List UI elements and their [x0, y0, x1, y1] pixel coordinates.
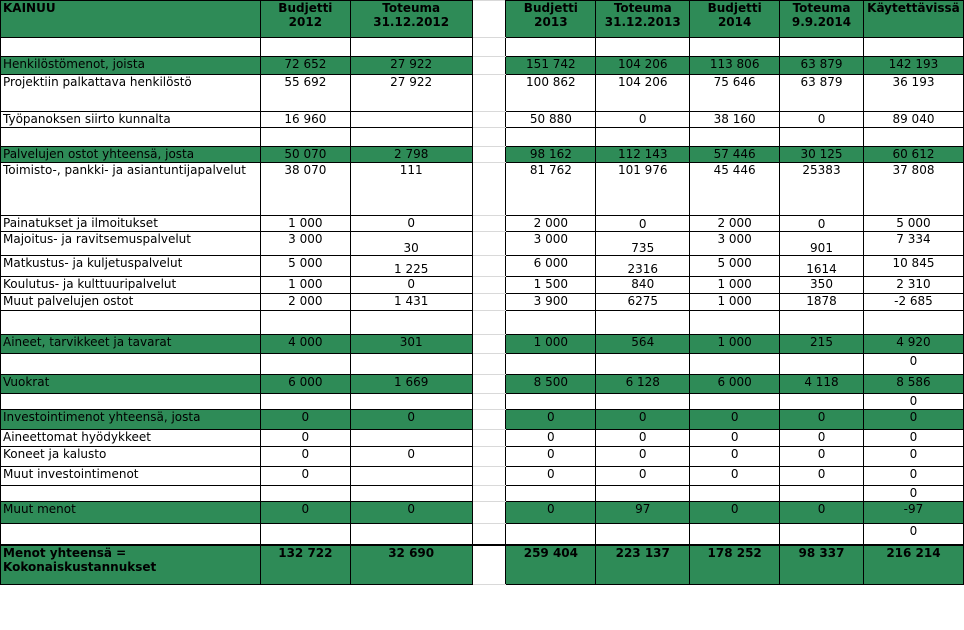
- table-row: [1, 256, 964, 277]
- cell-t2012[interactable]: [350, 354, 472, 375]
- cell-kayt[interactable]: -97: [863, 502, 963, 524]
- table-row: [1, 467, 964, 486]
- gap-cell: [472, 112, 506, 128]
- table-row: [1, 430, 964, 447]
- cell-t2014[interactable]: 350: [780, 277, 864, 294]
- cell-b2013[interactable]: 259 404: [506, 545, 596, 585]
- gap-cell: [472, 524, 506, 545]
- row-label[interactable]: Menot yhteensä = Kokonaiskustannukset: [1, 545, 261, 585]
- table-row: [1, 75, 964, 112]
- table-row: [1, 354, 964, 375]
- table-row: [1, 502, 964, 524]
- row-label[interactable]: Muut palvelujen ostot: [1, 294, 261, 311]
- cell-b2014[interactable]: 0: [690, 467, 780, 486]
- cell-b2012[interactable]: [260, 394, 350, 410]
- gap-cell: [472, 447, 506, 467]
- cell-kayt[interactable]: 142 193: [863, 57, 963, 75]
- cell-kayt[interactable]: 0: [863, 467, 963, 486]
- cell-b2014[interactable]: 0: [690, 410, 780, 430]
- cell-kayt[interactable]: -2 685: [863, 294, 963, 311]
- cell-t2013[interactable]: [596, 524, 690, 545]
- cell-b2014[interactable]: 113 806: [690, 57, 780, 75]
- cell-t2013[interactable]: [596, 486, 690, 502]
- table-row: [1, 545, 964, 585]
- header-label: KAINUU: [1, 1, 261, 38]
- row-label[interactable]: Koneet ja kalusto: [1, 447, 261, 467]
- row-label[interactable]: Muut investointimenot: [1, 467, 261, 486]
- cell-b2013[interactable]: [506, 354, 596, 375]
- cell-b2013[interactable]: [506, 486, 596, 502]
- cell-kayt[interactable]: 0: [863, 410, 963, 430]
- header-budjetti-2012: Budjetti 2012: [260, 1, 350, 38]
- cell-kayt[interactable]: 36 193: [863, 75, 963, 112]
- cell-kayt[interactable]: 89 040: [863, 112, 963, 128]
- cell-t2014[interactable]: 0: [780, 502, 864, 524]
- cell-t2013[interactable]: [596, 128, 690, 147]
- row-label[interactable]: Aineettomat hyödykkeet: [1, 430, 261, 447]
- row-label[interactable]: [1, 524, 261, 545]
- cell-b2013[interactable]: 98 162: [506, 147, 596, 163]
- cell-kayt[interactable]: 0: [863, 354, 963, 375]
- cell-t2014[interactable]: 901: [780, 232, 864, 256]
- cell-t2012[interactable]: 30: [350, 232, 472, 256]
- cell-b2012[interactable]: 5 000: [260, 256, 350, 277]
- cell-t2012[interactable]: 0: [350, 502, 472, 524]
- row-label[interactable]: Matkustus- ja kuljetuspalvelut: [1, 256, 261, 277]
- row-label[interactable]: Projektiin palkattava henkilöstö: [1, 75, 261, 112]
- cell-b2014[interactable]: [690, 128, 780, 147]
- cell-kayt[interactable]: 8 586: [863, 375, 963, 394]
- cell-b2013[interactable]: 1 500: [506, 277, 596, 294]
- cell-b2013[interactable]: 6 000: [506, 256, 596, 277]
- cell-b2013[interactable]: 2 000: [506, 216, 596, 232]
- cell-b2014[interactable]: 178 252: [690, 545, 780, 585]
- cell-t2012[interactable]: [350, 38, 472, 57]
- gap-cell: [472, 277, 506, 294]
- cell-t2013[interactable]: [596, 38, 690, 57]
- cell-b2012[interactable]: 55 692: [260, 75, 350, 112]
- cell-b2013[interactable]: 3 000: [506, 232, 596, 256]
- gap-cell: [472, 232, 506, 256]
- table-row: [1, 128, 964, 147]
- table-row: [1, 311, 964, 335]
- cell-b2014[interactable]: [690, 354, 780, 375]
- cell-b2012[interactable]: 4 000: [260, 335, 350, 354]
- gap-cell: [472, 163, 506, 216]
- cell-t2014[interactable]: [780, 38, 864, 57]
- row-label[interactable]: Työpanoksen siirto kunnalta: [1, 112, 261, 128]
- cell-b2013[interactable]: 50 880: [506, 112, 596, 128]
- cell-b2014[interactable]: 75 646: [690, 75, 780, 112]
- cell-kayt[interactable]: 10 845: [863, 256, 963, 277]
- gap-cell: [472, 57, 506, 75]
- cell-t2014[interactable]: 98 337: [780, 545, 864, 585]
- row-label[interactable]: [1, 354, 261, 375]
- cell-t2014[interactable]: 0: [780, 467, 864, 486]
- cell-t2013[interactable]: 112 143: [596, 147, 690, 163]
- cell-t2012[interactable]: 301: [350, 335, 472, 354]
- cell-b2014[interactable]: 1 000: [690, 335, 780, 354]
- table-row: [1, 335, 964, 354]
- cell-t2012[interactable]: [350, 128, 472, 147]
- cell-t2013[interactable]: 840: [596, 277, 690, 294]
- cell-b2014[interactable]: 3 000: [690, 232, 780, 256]
- gap-cell: [472, 216, 506, 232]
- cell-t2012[interactable]: [350, 430, 472, 447]
- cell-b2014[interactable]: [690, 394, 780, 410]
- header-row: [1, 1, 964, 38]
- cell-t2012[interactable]: 1 669: [350, 375, 472, 394]
- cell-t2014[interactable]: [780, 128, 864, 147]
- cell-b2012[interactable]: 0: [260, 467, 350, 486]
- cell-kayt[interactable]: [863, 38, 963, 57]
- cell-b2014[interactable]: 0: [690, 430, 780, 447]
- cell-t2014[interactable]: [780, 486, 864, 502]
- cell-t2014[interactable]: 215: [780, 335, 864, 354]
- cell-b2012[interactable]: [260, 128, 350, 147]
- cell-kayt[interactable]: 0: [863, 524, 963, 545]
- cell-t2013[interactable]: 564: [596, 335, 690, 354]
- cell-kayt[interactable]: 5 000: [863, 216, 963, 232]
- gap-cell: [472, 1, 506, 38]
- cell-kayt[interactable]: [863, 311, 963, 335]
- header-toteuma-2014: Toteuma 9.9.2014: [780, 1, 864, 38]
- cell-t2012[interactable]: 2 798: [350, 147, 472, 163]
- cell-b2012[interactable]: [260, 354, 350, 375]
- gap-cell: [472, 394, 506, 410]
- gap-cell: [472, 75, 506, 112]
- header-kaytettavissa: Käytettävissä: [863, 1, 963, 38]
- cell-t2014[interactable]: 1878: [780, 294, 864, 311]
- cell-b2013[interactable]: 0: [506, 410, 596, 430]
- cell-kayt[interactable]: 0: [863, 486, 963, 502]
- table-row: [1, 277, 964, 294]
- table-row: [1, 486, 964, 502]
- cell-t2012[interactable]: 27 922: [350, 75, 472, 112]
- cell-t2013[interactable]: 0: [596, 112, 690, 128]
- cell-b2012[interactable]: 0: [260, 430, 350, 447]
- cell-b2014[interactable]: 1 000: [690, 294, 780, 311]
- row-label[interactable]: [1, 38, 261, 57]
- cell-t2013[interactable]: 6275: [596, 294, 690, 311]
- gap-cell: [472, 256, 506, 277]
- table-row: [1, 294, 964, 311]
- cell-t2014[interactable]: 0: [780, 112, 864, 128]
- cell-b2014[interactable]: 0: [690, 502, 780, 524]
- cell-b2013[interactable]: 0: [506, 447, 596, 467]
- cell-kayt[interactable]: 0: [863, 430, 963, 447]
- table-row: [1, 410, 964, 430]
- cell-b2012[interactable]: 132 722: [260, 545, 350, 585]
- cell-kayt[interactable]: 37 808: [863, 163, 963, 216]
- cell-t2012[interactable]: 1 225: [350, 256, 472, 277]
- cell-b2012[interactable]: 0: [260, 502, 350, 524]
- cell-t2012[interactable]: 0: [350, 216, 472, 232]
- cell-b2013[interactable]: [506, 524, 596, 545]
- cell-b2013[interactable]: [506, 394, 596, 410]
- table-row: [1, 57, 964, 75]
- gap-cell: [472, 410, 506, 430]
- cell-b2013[interactable]: [506, 128, 596, 147]
- cell-t2013[interactable]: 104 206: [596, 57, 690, 75]
- cell-b2012[interactable]: 2 000: [260, 294, 350, 311]
- cell-t2013[interactable]: 223 137: [596, 545, 690, 585]
- cell-b2014[interactable]: 2 000: [690, 216, 780, 232]
- table-row: [1, 232, 964, 256]
- cell-b2013[interactable]: 0: [506, 430, 596, 447]
- row-label[interactable]: Investointimenot yhteensä, josta: [1, 410, 261, 430]
- cell-b2012[interactable]: 50 070: [260, 147, 350, 163]
- cell-b2012[interactable]: 3 000: [260, 232, 350, 256]
- cell-t2013[interactable]: 97: [596, 502, 690, 524]
- cell-b2014[interactable]: 45 446: [690, 163, 780, 216]
- row-label[interactable]: Toimisto-, pankki- ja asiantuntijapalvelut: [1, 163, 261, 216]
- table-row: [1, 447, 964, 467]
- cell-t2012[interactable]: [350, 467, 472, 486]
- gap-cell: [472, 311, 506, 335]
- cell-t2012[interactable]: 32 690: [350, 545, 472, 585]
- cell-b2014[interactable]: 6 000: [690, 375, 780, 394]
- row-label[interactable]: Henkilöstömenot, joista: [1, 57, 261, 75]
- row-label[interactable]: Vuokrat: [1, 375, 261, 394]
- cell-t2013[interactable]: 2316: [596, 256, 690, 277]
- cell-t2013[interactable]: 0: [596, 216, 690, 232]
- cell-b2013[interactable]: 151 742: [506, 57, 596, 75]
- header-toteuma-2012: Toteuma 31.12.2012: [350, 1, 472, 38]
- cell-kayt[interactable]: 2 310: [863, 277, 963, 294]
- cell-t2014[interactable]: 0: [780, 410, 864, 430]
- cell-b2012[interactable]: [260, 311, 350, 335]
- gap-cell: [472, 545, 506, 585]
- gap-cell: [472, 38, 506, 57]
- cell-t2012[interactable]: 0: [350, 277, 472, 294]
- row-label[interactable]: [1, 394, 261, 410]
- cell-b2012[interactable]: 1 000: [260, 216, 350, 232]
- gap-cell: [472, 430, 506, 447]
- cell-t2012[interactable]: [350, 394, 472, 410]
- cell-t2014[interactable]: 63 879: [780, 75, 864, 112]
- cell-t2014[interactable]: 63 879: [780, 57, 864, 75]
- cell-t2014[interactable]: 30 125: [780, 147, 864, 163]
- cell-t2013[interactable]: 6 128: [596, 375, 690, 394]
- cell-t2014[interactable]: 4 118: [780, 375, 864, 394]
- table-row: [1, 147, 964, 163]
- cell-kayt[interactable]: 7 334: [863, 232, 963, 256]
- table-row: [1, 524, 964, 545]
- cell-b2013[interactable]: 8 500: [506, 375, 596, 394]
- gap-cell: [472, 354, 506, 375]
- cell-t2013[interactable]: 0: [596, 447, 690, 467]
- cell-kayt[interactable]: 0: [863, 447, 963, 467]
- header-budjetti-2014: Budjetti 2014: [690, 1, 780, 38]
- cell-t2014[interactable]: [780, 524, 864, 545]
- header-budjetti-2013: Budjetti 2013: [506, 1, 596, 38]
- row-label[interactable]: [1, 128, 261, 147]
- cell-t2013[interactable]: 101 976: [596, 163, 690, 216]
- cell-b2014[interactable]: 0: [690, 447, 780, 467]
- row-label[interactable]: Majoitus- ja ravitsemuspalvelut: [1, 232, 261, 256]
- cell-t2014[interactable]: [780, 311, 864, 335]
- cell-b2012[interactable]: [260, 524, 350, 545]
- cell-t2012[interactable]: [350, 112, 472, 128]
- cell-b2012[interactable]: 0: [260, 447, 350, 467]
- cell-t2014[interactable]: 0: [780, 430, 864, 447]
- table-row: [1, 163, 964, 216]
- cell-b2012[interactable]: 0: [260, 410, 350, 430]
- cell-t2012[interactable]: 0: [350, 447, 472, 467]
- row-label[interactable]: [1, 311, 261, 335]
- cell-b2012[interactable]: 1 000: [260, 277, 350, 294]
- cell-t2013[interactable]: 104 206: [596, 75, 690, 112]
- gap-cell: [472, 502, 506, 524]
- cell-b2013[interactable]: 81 762: [506, 163, 596, 216]
- table-row: [1, 394, 964, 410]
- cell-b2013[interactable]: 3 900: [506, 294, 596, 311]
- row-label[interactable]: Painatukset ja ilmoitukset: [1, 216, 261, 232]
- gap-cell: [472, 335, 506, 354]
- gap-cell: [472, 294, 506, 311]
- table-row: [1, 216, 964, 232]
- cell-t2012[interactable]: [350, 524, 472, 545]
- row-label[interactable]: Muut menot: [1, 502, 261, 524]
- cell-b2014[interactable]: 38 160: [690, 112, 780, 128]
- cell-b2014[interactable]: 5 000: [690, 256, 780, 277]
- cell-b2014[interactable]: [690, 311, 780, 335]
- cell-t2013[interactable]: 0: [596, 467, 690, 486]
- cell-t2013[interactable]: 735: [596, 232, 690, 256]
- cell-b2013[interactable]: [506, 38, 596, 57]
- cell-b2013[interactable]: 100 862: [506, 75, 596, 112]
- row-label[interactable]: Aineet, tarvikkeet ja tavarat: [1, 335, 261, 354]
- row-label[interactable]: Koulutus- ja kulttuuripalvelut: [1, 277, 261, 294]
- cell-b2014[interactable]: [690, 38, 780, 57]
- cell-b2012[interactable]: 38 070: [260, 163, 350, 216]
- row-label[interactable]: [1, 486, 261, 502]
- cell-t2014[interactable]: 0: [780, 447, 864, 467]
- cell-kayt[interactable]: 4 920: [863, 335, 963, 354]
- cell-b2012[interactable]: 16 960: [260, 112, 350, 128]
- cell-t2013[interactable]: [596, 311, 690, 335]
- table-row: [1, 375, 964, 394]
- cell-b2014[interactable]: 1 000: [690, 277, 780, 294]
- cell-b2014[interactable]: [690, 486, 780, 502]
- cell-t2012[interactable]: [350, 311, 472, 335]
- cell-t2013[interactable]: 0: [596, 410, 690, 430]
- cell-t2013[interactable]: [596, 354, 690, 375]
- cell-t2014[interactable]: 0: [780, 216, 864, 232]
- gap-cell: [472, 128, 506, 147]
- cell-t2013[interactable]: [596, 394, 690, 410]
- cell-b2013[interactable]: 0: [506, 467, 596, 486]
- cell-t2012[interactable]: 27 922: [350, 57, 472, 75]
- cell-b2014[interactable]: [690, 524, 780, 545]
- cell-t2014[interactable]: 25383: [780, 163, 864, 216]
- cell-b2012[interactable]: [260, 38, 350, 57]
- cell-b2012[interactable]: [260, 486, 350, 502]
- gap-cell: [472, 486, 506, 502]
- cell-kayt[interactable]: 60 612: [863, 147, 963, 163]
- row-label[interactable]: Palvelujen ostot yhteensä, josta: [1, 147, 261, 163]
- cell-b2012[interactable]: 72 652: [260, 57, 350, 75]
- cell-t2012[interactable]: [350, 486, 472, 502]
- cell-t2012[interactable]: 1 431: [350, 294, 472, 311]
- table-row: [1, 38, 964, 57]
- cell-kayt[interactable]: 216 214: [863, 545, 963, 585]
- gap-cell: [472, 467, 506, 486]
- cell-t2012[interactable]: 0: [350, 410, 472, 430]
- cell-t2014[interactable]: 1614: [780, 256, 864, 277]
- cell-b2012[interactable]: 6 000: [260, 375, 350, 394]
- cell-b2013[interactable]: 0: [506, 502, 596, 524]
- table-row: [1, 112, 964, 128]
- cell-t2014[interactable]: [780, 354, 864, 375]
- cell-kayt[interactable]: 0: [863, 394, 963, 410]
- cell-t2014[interactable]: [780, 394, 864, 410]
- gap-cell: [472, 147, 506, 163]
- cell-b2013[interactable]: 1 000: [506, 335, 596, 354]
- cell-t2012[interactable]: 111: [350, 163, 472, 216]
- header-toteuma-2013: Toteuma 31.12.2013: [596, 1, 690, 38]
- cell-kayt[interactable]: [863, 128, 963, 147]
- cell-t2013[interactable]: 0: [596, 430, 690, 447]
- cell-b2013[interactable]: [506, 311, 596, 335]
- gap-cell: [472, 375, 506, 394]
- cell-b2014[interactable]: 57 446: [690, 147, 780, 163]
